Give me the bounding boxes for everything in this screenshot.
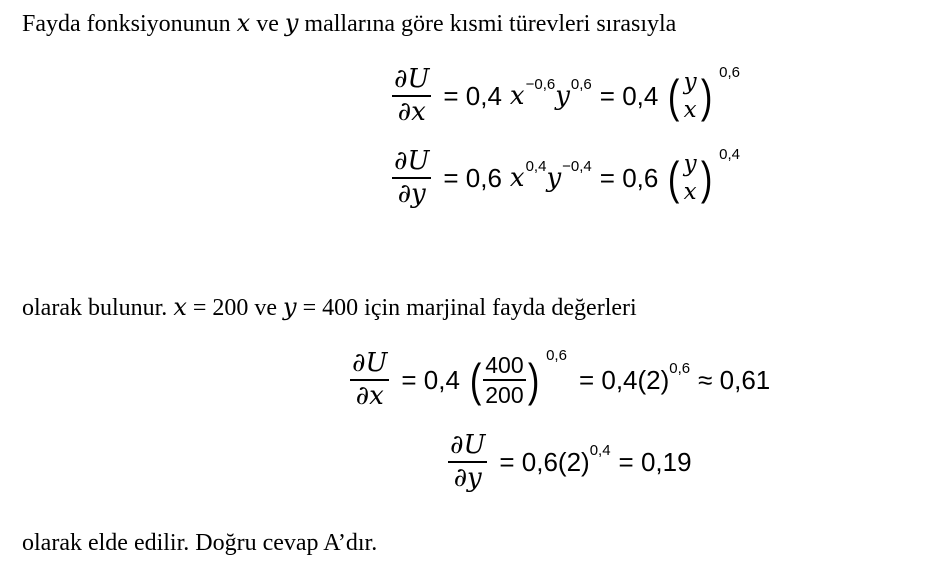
equation-dudx-value: [346, 347, 778, 412]
paren-fraction: [682, 152, 699, 204]
equation-coefficient: = 0,6: [443, 162, 502, 193]
equation-exponent: 0,4: [525, 157, 547, 175]
conclusion-sentence: [22, 528, 377, 558]
paren-denominator: x: [683, 179, 697, 206]
equation-var: x: [509, 163, 525, 194]
equation-var: x: [509, 81, 525, 112]
paren-denominator: x: [683, 97, 697, 124]
var-x: x: [173, 293, 187, 321]
intro-text-b: ve: [250, 11, 285, 37]
paren-fraction: [682, 70, 699, 122]
paren-exponent: 0,4: [719, 146, 740, 164]
equation-rhs: = 0,4: [599, 80, 659, 111]
equation-exponent: −0,4: [562, 157, 592, 175]
eval-text-b: = 200 ve: [186, 295, 284, 321]
equation-var: y: [555, 81, 570, 112]
eval-text-c: = 400 için marjinal fayda değerleri: [296, 295, 637, 321]
paren-numerator: 400: [483, 353, 525, 381]
paren-denominator: 200: [485, 382, 524, 409]
fraction-numerator: ∂U: [392, 148, 431, 179]
equation-var: y: [546, 163, 562, 194]
equation-exponent: 0,4: [589, 441, 611, 459]
equation-exponent: −0,6: [525, 75, 556, 93]
right-paren: ): [700, 70, 713, 123]
equation-dudy-value: [444, 432, 700, 493]
fraction-denominator: ∂x: [397, 97, 426, 128]
equation-dudy-general: [388, 146, 740, 210]
paren-fraction: [483, 353, 525, 407]
fraction-numerator: ∂U: [448, 432, 487, 463]
conclusion-text: olarak elde edilir. Doğru cevap A’dır.: [22, 530, 378, 556]
right-paren: ): [700, 152, 713, 205]
fraction-dudx: [350, 350, 389, 411]
right-paren: ): [527, 354, 540, 407]
fraction-dudy: [448, 432, 487, 493]
paren-numerator: y: [683, 151, 697, 178]
equation-rhs: = 0,6: [599, 162, 659, 193]
left-paren: (: [668, 152, 680, 205]
intro-sentence: [22, 8, 676, 39]
equation-exponent: 0,6: [669, 359, 691, 377]
paren-group: [666, 146, 740, 206]
equation-dudx-general: [388, 64, 740, 128]
intro-text-a: Fayda fonksiyonunun: [22, 11, 237, 37]
intro-text-c: mallarına göre kısmi türevleri sırasıyla: [298, 11, 677, 37]
var-y: y: [283, 293, 297, 321]
fraction-dudy: [392, 148, 431, 209]
fraction-dudx: [392, 66, 431, 127]
left-paren: (: [668, 70, 680, 123]
var-x: x: [236, 9, 251, 37]
paren-group: [666, 64, 740, 124]
paren-exponent: 0,6: [546, 347, 567, 365]
equation-exponent: 0,6: [570, 75, 592, 93]
paren-exponent: 0,6: [719, 64, 740, 82]
paren-numerator: y: [683, 69, 697, 96]
fraction-numerator: ∂U: [392, 66, 431, 97]
equation-coefficient: = 0,4: [443, 80, 502, 111]
eval-text-a: olarak bulunur.: [22, 295, 174, 321]
equation-coefficient: = 0,4: [401, 364, 460, 395]
fraction-denominator: ∂y: [453, 463, 482, 494]
fraction-denominator: ∂y: [397, 179, 426, 210]
left-paren: (: [469, 354, 482, 407]
equation-result: ≈ 0,61: [698, 364, 771, 395]
fraction-numerator: ∂U: [350, 350, 389, 381]
equation-rhs: = 0,6(2): [499, 446, 590, 477]
evaluation-sentence: [22, 292, 637, 323]
equation-rhs: = 0,4(2): [578, 364, 670, 395]
equation-result: = 0,19: [618, 446, 692, 477]
var-y: y: [284, 9, 299, 37]
fraction-denominator: ∂x: [355, 381, 384, 412]
paren-group: [468, 347, 567, 409]
